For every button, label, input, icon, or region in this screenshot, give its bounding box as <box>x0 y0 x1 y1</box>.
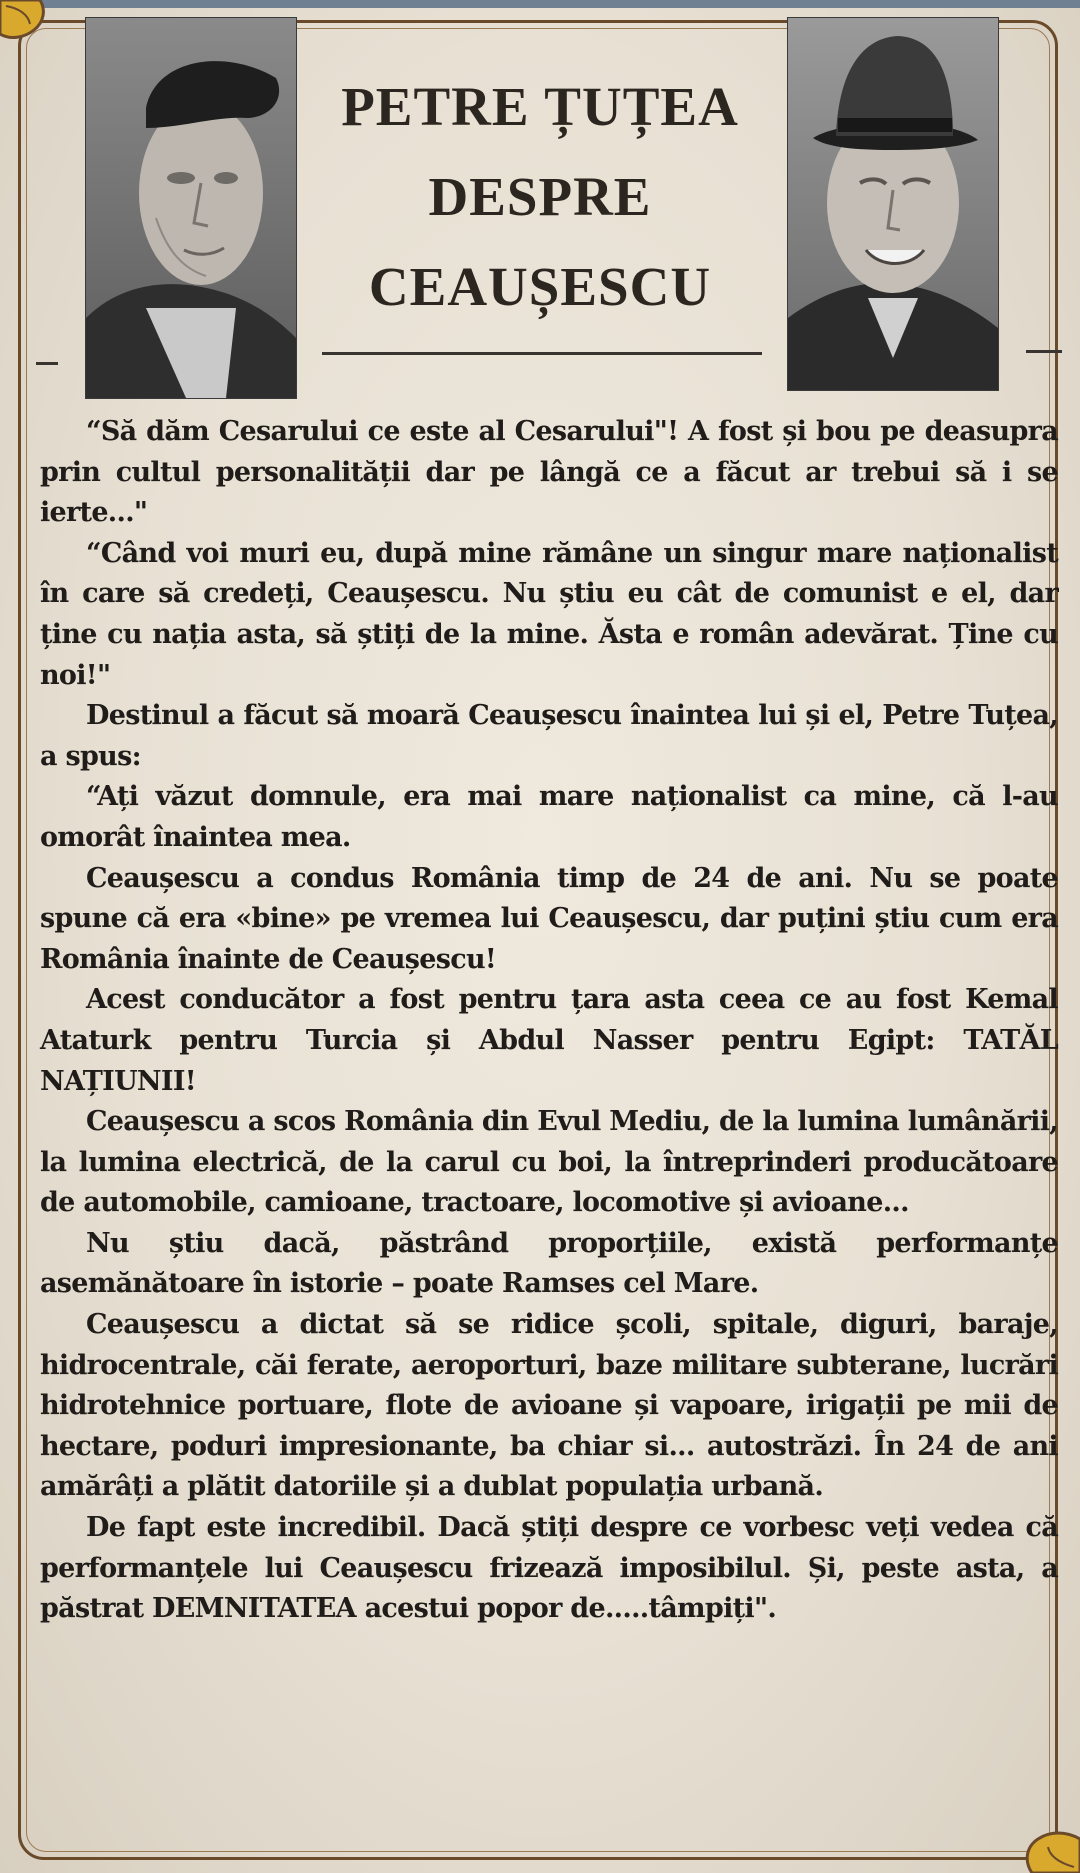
left-dash <box>36 362 58 365</box>
paragraph: Ceaușescu a dictat să se ridice școli, spitale, diguri, baraje, hidrocentrale, căi ferate, aeroporturi, baze militare subterane, lucrări hidrotehnice portuare, flote de avioane și vapoare, irigații pe mii de hectare, poduri impresionante, ba chiar si... autostrăzi. În 24 de ani amărâți a plătit datoriile și a dublat populația urbană. <box>40 1309 1058 1503</box>
right-dash <box>1026 350 1062 353</box>
portrait-man-hat-icon <box>788 18 998 390</box>
paragraph: “Să dăm Cesarului ce este al Cesarului"! A fost și bou pe deasupra prin cultul personalității dar pe lângă ce a făcut ar trebui să i se ierte..." <box>40 416 1058 529</box>
title-underline <box>322 352 762 355</box>
corner-ornament-icon <box>0 0 70 60</box>
portrait-photo-right <box>788 18 998 390</box>
paragraph: “Când voi muri eu, după mine rămâne un singur mare naționalist în care să credeți, Ceaușescu. Nu știu eu cât de comunist e el, dar ține cu nația asta, să știți de la mine. Ăsta e român adevărat. Ține cu noi!" <box>40 537 1058 691</box>
title-line-1: PETRE ȚUȚEA <box>341 76 739 137</box>
paragraph: Ceaușescu a scos România din Evul Mediu, de la lumina lumânării, la lumina electrică, de la carul cu boi, la întreprinderi producătoare de automobile, camioane, tractoare, locomotive și avioane... <box>40 1106 1058 1219</box>
title-line-3: CEAUȘESCU <box>368 256 712 317</box>
top-edge-bar <box>0 0 1080 8</box>
paragraph: Nu știu dacă, păstrând proporțiile, există performanțe asemănătoare în istorie – poate Ramses cel Mare. <box>40 1227 1058 1300</box>
paragraph: Ceaușescu a condus România timp de 24 de ani. Nu se poate spune că era «bine» pe vremea lui Ceaușescu, dar puțini știu cum era România înainte de Ceaușescu! <box>40 862 1058 975</box>
paragraph: De fapt este incredibil. Dacă știți despre ce vorbesc veți vedea că performanțele lui Ceaușescu frizează imposibilul. Și, peste asta, a păstrat DEMNITATEA acestui popor de.....tâmpiți". <box>40 1512 1058 1625</box>
paragraph: Destinul a făcut să moară Ceaușescu înaintea lui și el, Petre Tuțea, a spus: <box>40 700 1058 772</box>
portrait-photo-left <box>86 18 296 398</box>
article-body <box>40 412 1058 1630</box>
page-title <box>300 62 780 332</box>
paragraph: Acest conducător a fost pentru țara asta ceea ce au fost Kemal Ataturk pentru Turcia și Abdul Nasser pentru Egipt: TATĂL NAȚIUNII! <box>40 984 1058 1097</box>
portrait-old-man-beret-icon <box>86 18 296 398</box>
paragraph: “Ați văzut domnule, era mai mare naționalist ca mine, că l-au omorât înaintea mea. <box>40 781 1058 853</box>
corner-ornament-icon <box>1010 1813 1080 1873</box>
title-line-2: DESPRE <box>428 166 652 227</box>
